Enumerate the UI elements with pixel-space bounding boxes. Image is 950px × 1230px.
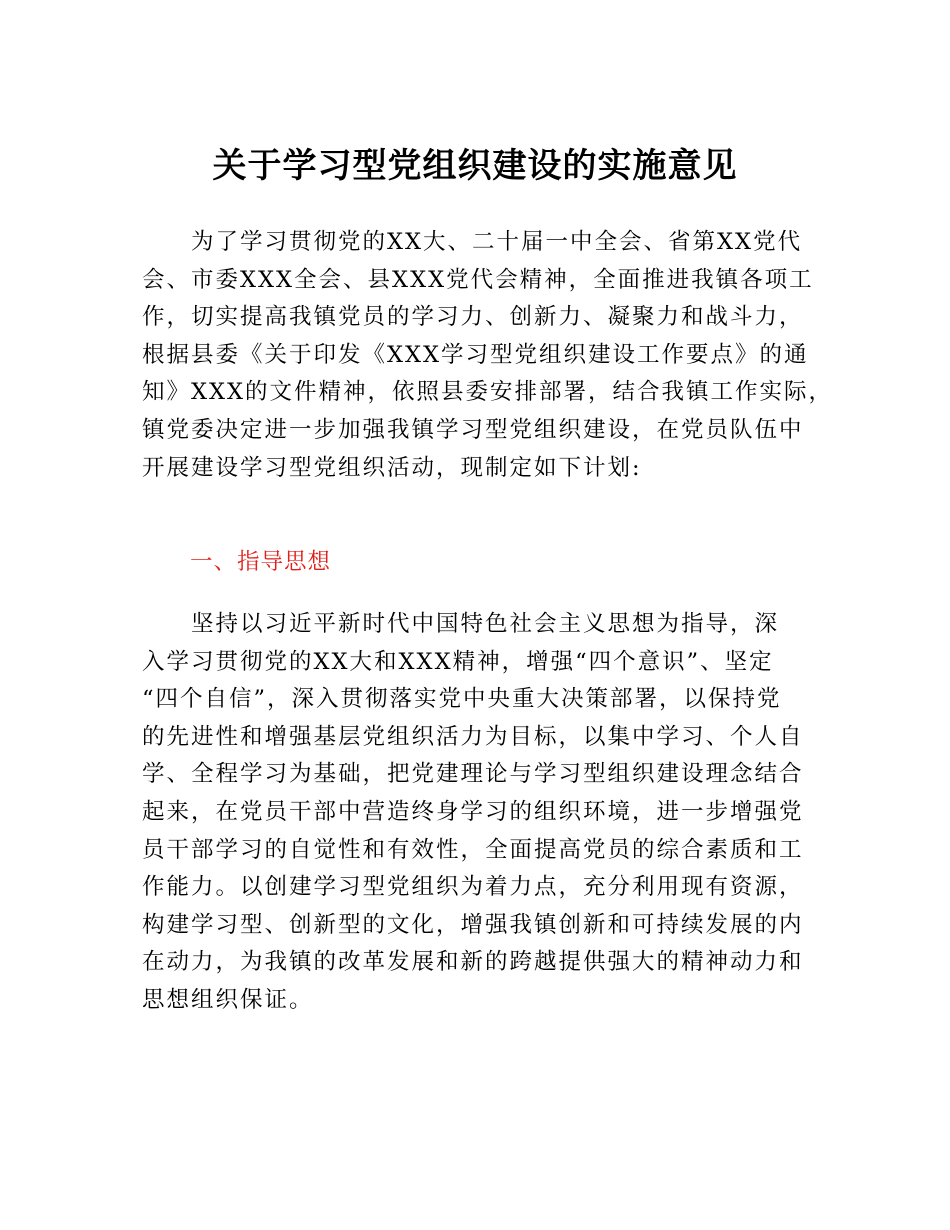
- section-heading-guiding-thought: 一、指导思想: [190, 549, 332, 575]
- paragraph-line: 坚持以习近平新时代中国特色社会主义思想为指导，深: [142, 611, 780, 637]
- paragraph-line: 在动力，为我镇的改革发展和新的跨越提供强大的精神动力和: [142, 949, 804, 976]
- paragraph-line: 学、全程学习为基础，把党建理论与学习型组织建设理念结合: [142, 761, 804, 788]
- paragraph-line: 构建学习型、创新型的文化，增强我镇创新和可持续发展的内: [142, 911, 804, 938]
- paragraph-line: 员干部学习的自觉性和有效性，全面提高党员的综合素质和工: [142, 836, 804, 863]
- paragraph-line: 作能力。以创建学习型党组织为着力点，充分利用现有资源，: [142, 874, 804, 901]
- paragraph-line: 知》XXX的文件精神，依照县委安排部署，结合我镇工作实际，: [142, 379, 834, 406]
- paragraph-line: 为了学习贯彻党的XX大、二十届一中全会、省第XX党代: [142, 229, 803, 255]
- paragraph-line: 会、市委XXX全会、县XXX党代会精神，全面推进我镇各项工: [142, 266, 814, 293]
- paragraph-line: 入学习贯彻党的XX大和XXX精神，增强“四个意识”、坚定: [142, 648, 774, 675]
- paragraph-line: “四个自信”，深入贯彻落实党中央重大决策部署，以保持党: [142, 686, 782, 713]
- document-title: 关于学习型党组织建设的实施意见: [212, 146, 738, 186]
- paragraph-line: 思想组织保证。: [142, 986, 314, 1013]
- paragraph-guiding-thought: [142, 606, 812, 1020]
- paragraph-line: 作，切实提高我镇党员的学习力、创新力、凝聚力和战斗力，: [142, 304, 804, 331]
- paragraph-line: 镇党委决定进一步加强我镇学习型党组织建设，在党员队伍中: [142, 416, 804, 443]
- paragraph-intro: [142, 224, 834, 487]
- paragraph-line: 起来，在党员干部中营造终身学习的组织环境，进一步增强党: [142, 798, 804, 825]
- paragraph-line: 开展建设学习型党组织活动，现制定如下计划:: [142, 454, 642, 481]
- paragraph-line: 的先进性和增强基层党组织活力为目标，以集中学习、个人自: [142, 723, 804, 750]
- paragraph-line: 根据县委《关于印发《XXX学习型党组织建设工作要点》的通: [142, 341, 809, 368]
